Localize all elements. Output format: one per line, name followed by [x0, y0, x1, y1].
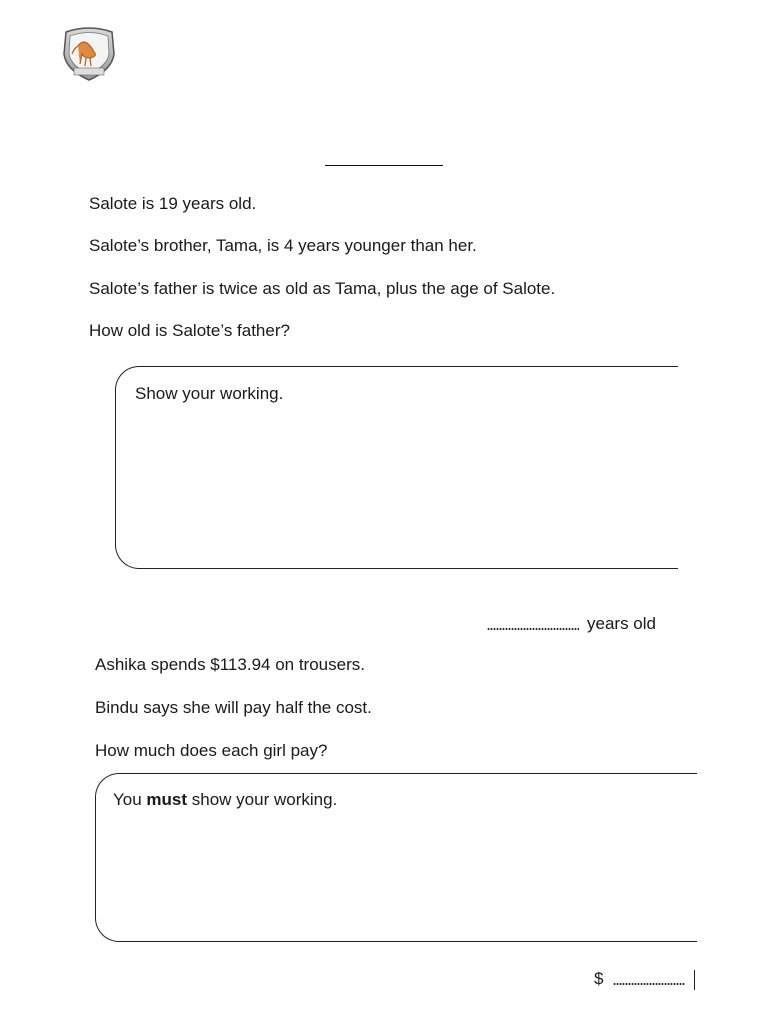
- answer-edge-mark: [694, 970, 695, 990]
- q2-box-prompt-emphasis: must: [146, 790, 188, 809]
- q2-line-2: Bindu says she will pay half the cost.: [95, 698, 372, 717]
- q1-line-1: Salote is 19 years old.: [89, 194, 257, 213]
- q2-box-prompt-end: show your working.: [187, 790, 338, 809]
- q1-answer-unit: years old: [587, 614, 656, 633]
- q2-dollar-sign: $: [594, 969, 604, 988]
- school-crest-logo: [60, 24, 118, 84]
- q1-line-4: How old is Salote’s father?: [89, 321, 290, 340]
- q2-answer-dots[interactable]: [613, 982, 685, 986]
- q1-answer-dots[interactable]: [487, 627, 579, 631]
- q2-line-1: Ashika spends $113.94 on trousers.: [95, 655, 365, 674]
- title-underline: [325, 165, 443, 166]
- q2-line-3: How much does each girl pay?: [95, 741, 328, 760]
- q2-box-prompt: [113, 790, 337, 810]
- q2-box-prompt-start: You: [113, 790, 147, 809]
- q1-line-2: Salote’s brother, Tama, is 4 years younger than her.: [89, 236, 477, 255]
- q1-line-3: Salote’s father is twice as old as Tama, plus the age of Salote.: [89, 279, 556, 298]
- q2-answer-line[interactable]: [594, 969, 685, 989]
- q1-answer-line[interactable]: [487, 614, 656, 634]
- q1-box-prompt: Show your working.: [135, 384, 284, 403]
